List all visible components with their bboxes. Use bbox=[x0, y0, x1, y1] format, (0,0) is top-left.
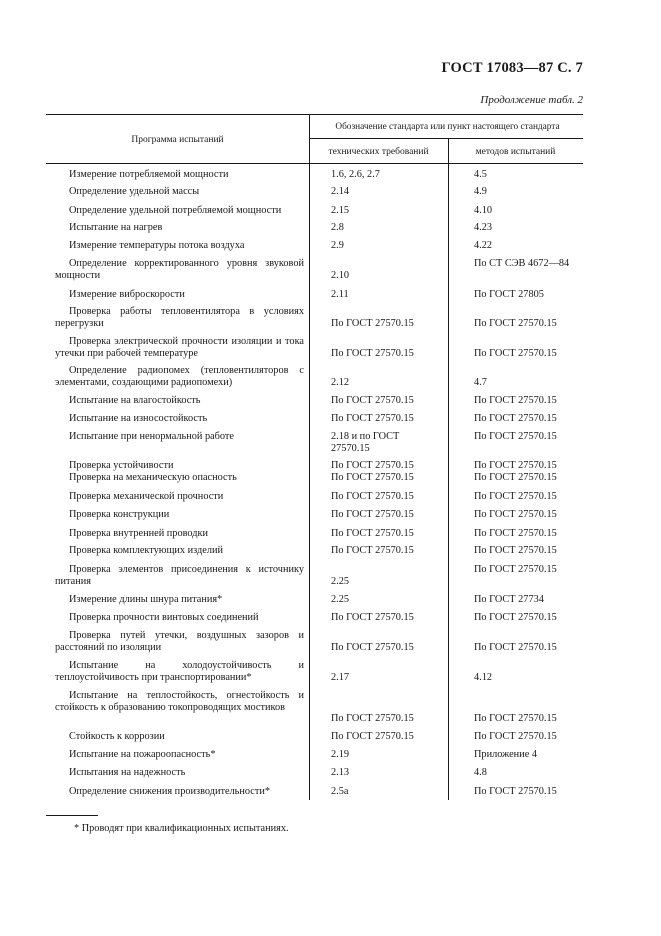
program-cell bbox=[55, 767, 304, 779]
program-cell bbox=[55, 509, 304, 521]
test-methods-cell: По ГОСТ 27570.15 bbox=[474, 786, 557, 797]
footnote: * Проводят при квалификационных испытаниях. bbox=[74, 823, 289, 834]
program-cell bbox=[55, 491, 304, 503]
tech-requirements-cell: 2.18 и по ГОСТ 27570.15 bbox=[331, 431, 400, 454]
test-methods-cell: По ГОСТ 27570.15 bbox=[474, 317, 557, 329]
column-header-program: Программа испытаний bbox=[131, 135, 224, 145]
test-methods-cell: По ГОСТ 27570.15 bbox=[474, 545, 557, 556]
tech-requirements-cell: 2.5а bbox=[331, 786, 349, 797]
tech-requirements-cell: По ГОСТ 27570.15 bbox=[331, 528, 414, 539]
program-text: Проверка электрической прочности изоляции и тока утечки при рабочей температуре bbox=[55, 336, 304, 359]
tech-requirements-cell: 2.15 bbox=[331, 205, 350, 216]
program-cell bbox=[55, 395, 304, 407]
column-header-group: Обозначение стандарта или пункт настоящего стандарта bbox=[335, 122, 560, 132]
test-methods-cell: По ГОСТ 27570.15 bbox=[474, 641, 557, 653]
program-text: Проверка устойчивости bbox=[69, 460, 174, 471]
program-cell bbox=[55, 240, 304, 252]
test-methods-cell: 4.10 bbox=[474, 205, 493, 216]
tech-requirements-cell: По ГОСТ 27570.15 bbox=[331, 641, 414, 653]
program-text: Проверка на механическую опасность bbox=[69, 472, 237, 483]
program-text: Стойкость к коррозии bbox=[69, 731, 165, 742]
test-methods-cell: 4.22 bbox=[474, 240, 493, 251]
program-cell bbox=[55, 690, 304, 713]
test-methods-cell: По ГОСТ 27570.15 bbox=[474, 528, 557, 539]
program-text: Проверка путей утечки, воздушных зазоров и расстояний по изоляции bbox=[55, 630, 304, 653]
test-methods-cell: По ГОСТ 27570.15 bbox=[474, 395, 557, 406]
program-text: Проверка механической прочности bbox=[69, 491, 224, 502]
program-text: Измерение виброскорости bbox=[69, 289, 185, 300]
program-text: Измерение длины шнура питания* bbox=[69, 594, 223, 605]
tech-requirements-cell: 2.19 bbox=[331, 749, 350, 760]
table-header-bottom-rule bbox=[46, 163, 583, 164]
program-text: Испытание на теплостойкость, огнестойкость и стойкость к образованию токопроводящих мостиков bbox=[55, 690, 304, 713]
program-cell bbox=[55, 731, 304, 743]
tech-requirements-cell: 2.11 bbox=[331, 289, 349, 300]
test-methods-cell: По ГОСТ 27570.15 bbox=[474, 564, 557, 575]
program-text: Проверка конструкции bbox=[69, 509, 170, 520]
program-cell bbox=[55, 612, 304, 624]
subheader-rule bbox=[309, 138, 583, 139]
program-text: Измерение потребляемой мощности bbox=[69, 169, 229, 180]
test-methods-cell: По ГОСТ 27570.15 bbox=[474, 431, 557, 442]
test-methods-cell: 4.8 bbox=[474, 767, 487, 778]
test-methods-cell: 4.7 bbox=[474, 376, 487, 388]
test-methods-cell: По ГОСТ 27570.15 bbox=[474, 472, 557, 483]
tech-requirements-cell: 2.13 bbox=[331, 767, 350, 778]
program-cell bbox=[55, 306, 304, 329]
tech-requirements-cell: По ГОСТ 27570.15 bbox=[331, 545, 414, 556]
program-cell bbox=[55, 413, 304, 425]
program-cell bbox=[55, 660, 304, 683]
program-text: Проверка комплектующих изделий bbox=[69, 545, 224, 556]
program-text: Определение корректированного уровня звуковой мощности bbox=[55, 258, 304, 281]
test-methods-cell: 4.9 bbox=[474, 186, 487, 197]
tech-requirements-cell: По ГОСТ 27570.15 bbox=[331, 472, 414, 483]
tech-requirements-cell: По ГОСТ 27570.15 bbox=[331, 612, 414, 623]
program-text: Проверка работы тепловентилятора в условиях перегрузки bbox=[55, 306, 304, 329]
tech-requirements-cell: По ГОСТ 27570.15 bbox=[331, 413, 414, 424]
tech-requirements-cell: По ГОСТ 27570.15 bbox=[331, 731, 414, 742]
tech-requirements-cell: 2.25 bbox=[331, 575, 350, 587]
tech-requirements-cell: 2.17 bbox=[331, 671, 350, 683]
program-cell bbox=[55, 594, 304, 606]
test-methods-cell: По ГОСТ 27570.15 bbox=[474, 612, 557, 623]
program-cell bbox=[55, 564, 304, 587]
program-cell bbox=[55, 786, 304, 798]
tech-requirements-cell: По ГОСТ 27570.15 bbox=[331, 713, 414, 724]
program-text: Измерение температуры потока воздуха bbox=[69, 240, 245, 251]
tech-requirements-cell: 1.6, 2.6, 2.7 bbox=[331, 169, 380, 180]
tech-requirements-cell: По ГОСТ 27570.15 bbox=[331, 491, 414, 502]
test-methods-cell: По ГОСТ 27570.15 bbox=[474, 347, 557, 359]
test-methods-cell: По ГОСТ 27570.15 bbox=[474, 509, 557, 520]
test-methods-cell: По ГОСТ 27570.15 bbox=[474, 731, 557, 742]
program-text: Определение радиопомех (тепловентиляторов с элементами, создающими радиопомехи) bbox=[55, 365, 304, 388]
footnote-rule bbox=[46, 815, 98, 816]
program-text: Проверка прочности винтовых соединений bbox=[69, 612, 259, 623]
program-cell bbox=[55, 222, 304, 234]
test-methods-cell: По ГОСТ 27570.15 bbox=[474, 413, 557, 424]
column-divider-1 bbox=[309, 114, 310, 800]
program-cell bbox=[55, 205, 304, 217]
tech-requirements-cell: 2.25 bbox=[331, 594, 350, 605]
program-text: Испытания на надежность bbox=[69, 767, 186, 778]
tech-requirements-cell: По ГОСТ 27570.15 bbox=[331, 395, 414, 406]
program-text: Проверка внутренней проводки bbox=[69, 528, 208, 539]
program-text: Проверка элементов присоединения к источнику питания bbox=[55, 564, 304, 587]
test-methods-cell: По СТ СЭВ 4672—84 bbox=[474, 258, 570, 269]
program-cell bbox=[55, 460, 304, 472]
tech-requirements-cell: 2.8 bbox=[331, 222, 344, 233]
column-header-tech: технических требований bbox=[328, 147, 429, 157]
test-methods-cell: 4.5 bbox=[474, 169, 487, 180]
program-text: Определение удельной массы bbox=[69, 186, 200, 197]
program-cell bbox=[55, 169, 304, 181]
program-cell bbox=[55, 365, 304, 388]
program-cell bbox=[55, 258, 304, 281]
program-cell bbox=[55, 528, 304, 540]
program-text: Определение удельной потребляемой мощности bbox=[69, 205, 282, 216]
test-methods-cell: По ГОСТ 27734 bbox=[474, 594, 544, 605]
program-text: Испытание на износостойкость bbox=[69, 413, 208, 424]
program-text: Определение снижения производительности* bbox=[69, 786, 271, 797]
test-methods-cell: Приложение 4 bbox=[474, 749, 537, 760]
program-text: Испытание на нагрев bbox=[69, 222, 163, 233]
tech-requirements-cell: 2.9 bbox=[331, 240, 344, 251]
program-cell bbox=[55, 630, 304, 653]
program-cell bbox=[55, 336, 304, 359]
test-methods-cell: По ГОСТ 27570.15 bbox=[474, 491, 557, 502]
tech-requirements-cell: По ГОСТ 27570.15 bbox=[331, 460, 414, 471]
program-text: Испытание на влагостойкость bbox=[69, 395, 201, 406]
program-cell bbox=[55, 472, 304, 484]
test-methods-cell: По ГОСТ 27570.15 bbox=[474, 460, 557, 471]
test-methods-cell: По ГОСТ 27570.15 bbox=[474, 713, 557, 724]
program-cell bbox=[55, 289, 304, 301]
test-methods-cell: По ГОСТ 27805 bbox=[474, 289, 544, 300]
program-cell bbox=[55, 186, 304, 198]
tech-requirements-cell: 2.14 bbox=[331, 186, 350, 197]
tech-requirements-cell: По ГОСТ 27570.15 bbox=[331, 347, 414, 359]
table-top-rule bbox=[46, 114, 583, 115]
program-cell bbox=[55, 545, 304, 557]
program-cell bbox=[55, 431, 304, 443]
tech-requirements-cell: По ГОСТ 27570.15 bbox=[331, 317, 414, 329]
test-methods-cell: 4.23 bbox=[474, 222, 493, 233]
program-text: Испытание на пожароопасность* bbox=[69, 749, 216, 760]
tech-requirements-cell: По ГОСТ 27570.15 bbox=[331, 509, 414, 520]
program-cell bbox=[55, 749, 304, 761]
program-text: Испытание на холодоустойчивость и теплоустойчивость при транспортировании* bbox=[55, 660, 304, 683]
tech-requirements-cell: 2.10 bbox=[331, 269, 350, 281]
tech-requirements-cell: 2.12 bbox=[331, 376, 350, 388]
column-header-methods: методов испытаний bbox=[475, 147, 556, 157]
table-continuation-label: Продолжение табл. 2 bbox=[480, 94, 583, 106]
page-header: ГОСТ 17083—87 С. 7 bbox=[441, 60, 583, 76]
test-methods-cell: 4.12 bbox=[474, 671, 493, 683]
program-text: Испытание при ненормальной работе bbox=[69, 431, 234, 442]
